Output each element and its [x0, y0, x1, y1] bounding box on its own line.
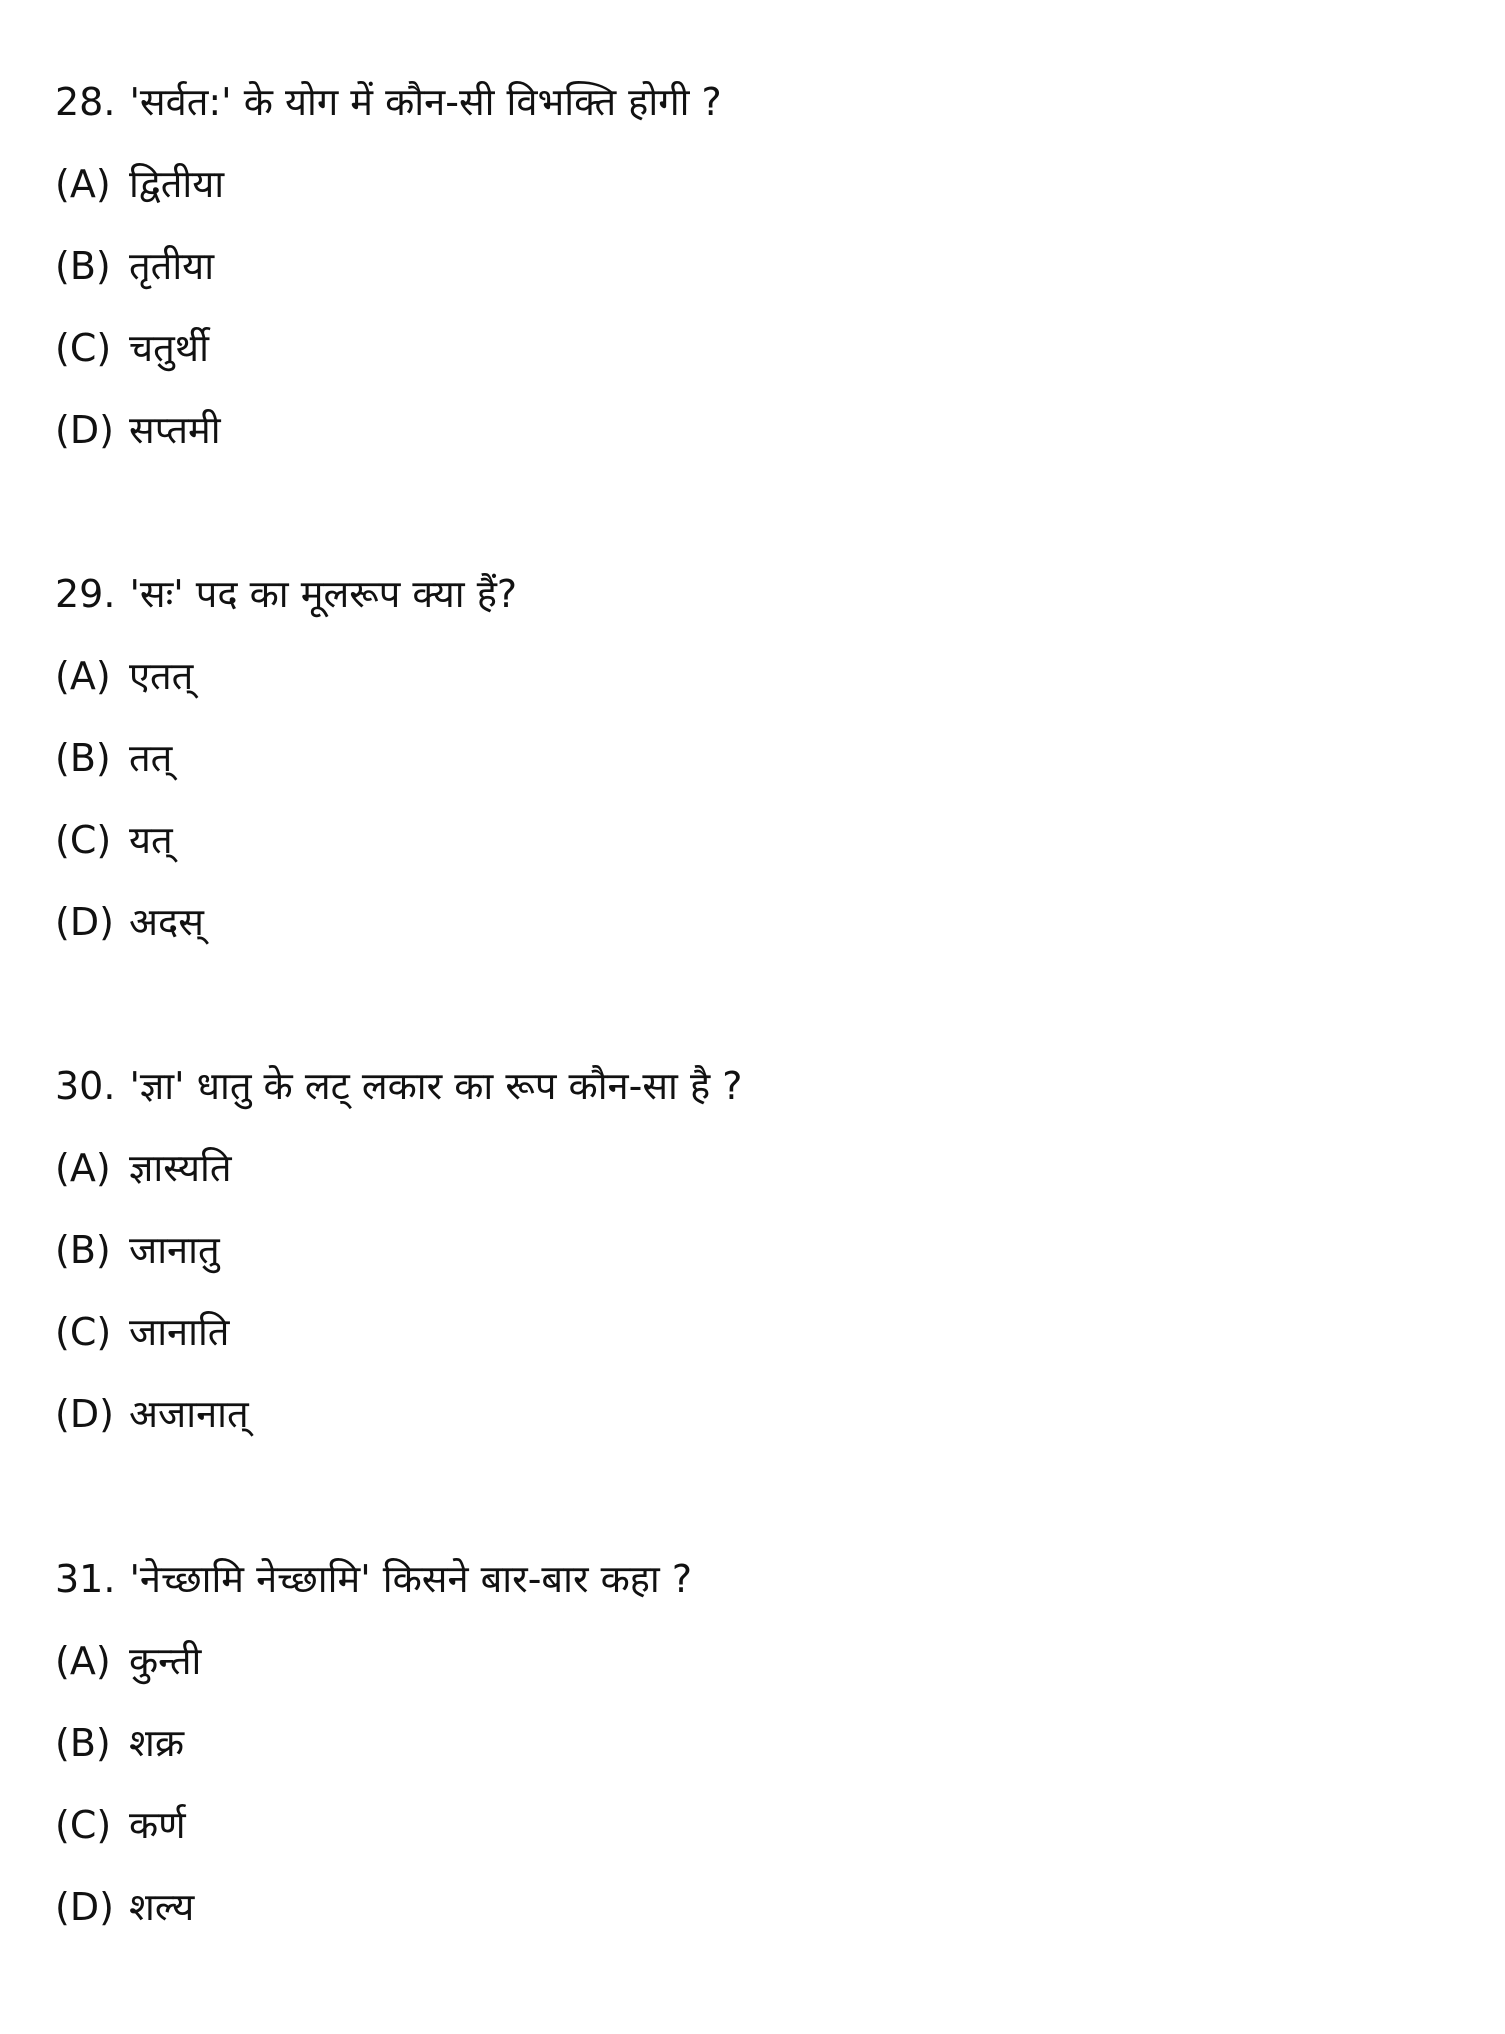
question-31 — [55, 1538, 1455, 1948]
option-c — [55, 1784, 1455, 1866]
option-text: कर्ण — [129, 1803, 186, 1847]
question-text: 'ज्ञा' धातु के लट् लकार का रूप कौन-सा है ? — [129, 1064, 743, 1108]
option-c — [55, 799, 1455, 881]
option-a — [55, 635, 1455, 717]
option-letter: (C) — [55, 818, 112, 862]
option-d — [55, 1373, 1455, 1455]
question-text: 'नेच्छामि नेच्छामि' किसने बार-बार कहा ? — [129, 1557, 693, 1601]
option-letter: (C) — [55, 326, 112, 370]
option-text: सप्तमी — [129, 408, 221, 452]
question-28 — [55, 61, 1455, 471]
option-text: अजानात् — [129, 1392, 249, 1436]
option-d — [55, 1866, 1455, 1948]
option-text: चतुर्थी — [129, 326, 209, 370]
option-letter: (A) — [55, 654, 111, 698]
question-stem — [55, 61, 1455, 143]
option-letter: (D) — [55, 1392, 114, 1436]
question-number: 30. — [55, 1064, 116, 1108]
option-a — [55, 143, 1455, 225]
option-text: एतत् — [129, 654, 194, 698]
option-letter: (C) — [55, 1310, 112, 1354]
option-text: शल्य — [129, 1885, 195, 1929]
question-number: 28. — [55, 80, 116, 124]
option-b — [55, 717, 1455, 799]
option-letter: (C) — [55, 1803, 112, 1847]
option-b — [55, 1209, 1455, 1291]
option-text: यत् — [129, 818, 173, 862]
question-number: 29. — [55, 572, 116, 616]
question-stem — [55, 1045, 1455, 1127]
option-letter: (B) — [55, 736, 111, 780]
question-text: 'सर्वत:' के योग में कौन-सी विभक्ति होगी ? — [129, 80, 722, 124]
option-a — [55, 1620, 1455, 1702]
option-letter: (A) — [55, 162, 111, 206]
option-text: जानातु — [129, 1228, 220, 1272]
question-number: 31. — [55, 1557, 116, 1601]
option-letter: (D) — [55, 900, 114, 944]
option-letter: (D) — [55, 1885, 114, 1929]
option-b — [55, 225, 1455, 307]
option-c — [55, 307, 1455, 389]
question-text: 'सः' पद का मूलरूप क्या हैं? — [129, 572, 518, 616]
option-d — [55, 389, 1455, 471]
option-d — [55, 881, 1455, 963]
option-letter: (B) — [55, 244, 111, 288]
option-letter: (D) — [55, 408, 114, 452]
option-text: शक्र — [129, 1721, 185, 1765]
option-letter: (A) — [55, 1146, 111, 1190]
option-letter: (A) — [55, 1639, 111, 1683]
question-29 — [55, 553, 1455, 963]
option-text: द्वितीया — [129, 162, 225, 206]
option-text: तृतीया — [129, 244, 215, 288]
option-letter: (B) — [55, 1721, 111, 1765]
option-text: कुन्ती — [129, 1639, 202, 1683]
option-text: अदस् — [129, 900, 204, 944]
question-stem — [55, 1538, 1455, 1620]
option-letter: (B) — [55, 1228, 111, 1272]
question-stem — [55, 553, 1455, 635]
option-a — [55, 1127, 1455, 1209]
option-b — [55, 1702, 1455, 1784]
option-text: जानाति — [129, 1310, 230, 1354]
option-text: ज्ञास्यति — [129, 1146, 232, 1190]
option-c — [55, 1291, 1455, 1373]
question-30 — [55, 1045, 1455, 1455]
option-text: तत् — [129, 736, 173, 780]
